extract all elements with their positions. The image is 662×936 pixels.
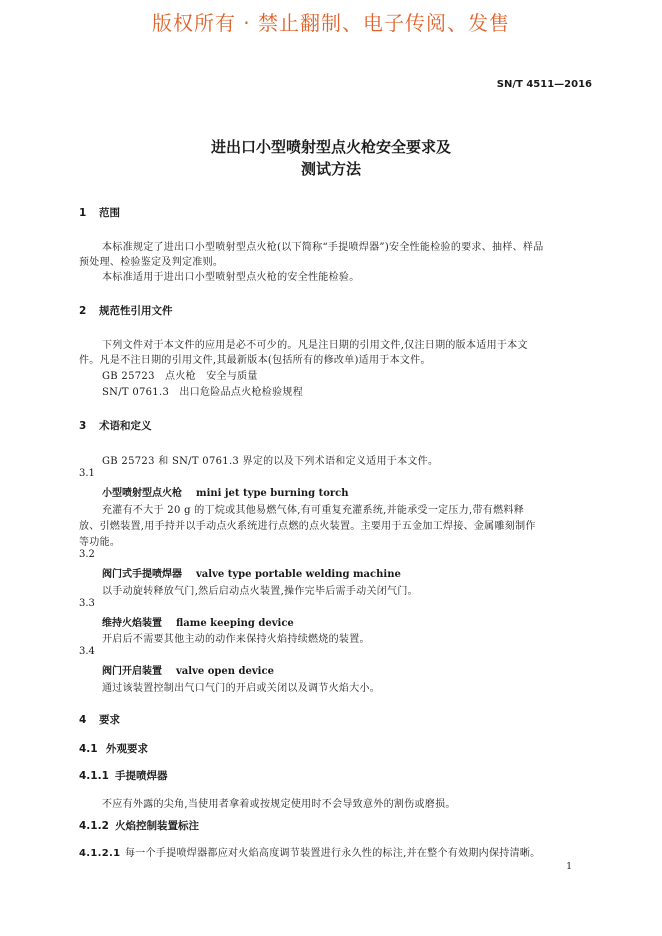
section-number: 4.1 [79, 743, 98, 755]
section-4-1-1-heading [79, 768, 168, 783]
section-4-1-2-heading [79, 818, 199, 833]
term-english: flame keeping device [176, 618, 294, 629]
section-title: 术语和定义 [99, 420, 152, 432]
page-number: 1 [566, 862, 572, 872]
term-3-4 [102, 662, 274, 677]
section-3-heading [79, 418, 152, 433]
clause-number: 4.1.2.1 [79, 848, 121, 859]
section-title: 要求 [99, 714, 120, 726]
title-line-1: 进出口小型喷射型点火枪安全要求及 [210, 138, 451, 156]
document-number: SN/T 4511—2016 [496, 79, 592, 90]
term-3-3-definition: 开启后不需要其他主动的动作来保持火焰持续燃烧的装置。 [102, 634, 370, 645]
clause-text: 每一个手提喷焊器都应对火焰高度调节装置进行永久性的标注,并在整个有效期内保持清晰。 [125, 848, 541, 859]
s2-paragraph-1a: 下列文件对于本文件的应用是必不可少的。凡是注日期的引用文件,仅注日期的版本适用于本文 [102, 340, 528, 351]
term-3-2 [102, 565, 401, 580]
section-1-heading [79, 205, 120, 220]
section-number: 4.1.2 [79, 820, 109, 832]
section-title: 外观要求 [106, 743, 148, 755]
term-english: valve open device [176, 666, 274, 677]
section-4-1-heading [79, 741, 148, 756]
term-3-1 [102, 484, 349, 499]
s1-paragraph-2: 本标准适用于进出口小型喷射型点火枪的安全性能检验。 [102, 272, 360, 283]
term-3-1-definition-1: 充灌有不大于 20 g 的丁烷或其他易燃气体,有可重复充灌系统,并能承受一定压力,带有燃料释 [102, 505, 524, 516]
term-3-2-definition: 以手动旋转释放气门,然后启动点火装置,操作完毕后需手动关闭气门。 [102, 586, 418, 597]
section-number: 3 [79, 420, 87, 432]
term-english: mini jet type burning torch [196, 488, 349, 499]
s2-reference-1: GB 25723 点火枪 安全与质量 [102, 371, 258, 382]
term-3-1-definition-3: 等功能。 [79, 537, 121, 548]
term-3-4-definition: 通过该装置控制出气口气门的开启或关闭以及调节火焰大小。 [102, 683, 381, 694]
s2-paragraph-1b: 件。凡是不注日期的引用文件,其最新版本(包括所有的修改单)适用于本文件。 [79, 355, 431, 366]
section-title: 火焰控制装置标注 [115, 820, 199, 832]
term-3-3 [102, 614, 294, 629]
section-number: 1 [79, 207, 87, 219]
term-chinese: 维持火焰装置 [102, 618, 162, 629]
term-3-2-number: 3.2 [79, 549, 95, 560]
section-2-heading [79, 303, 173, 318]
section-title: 规范性引用文件 [99, 305, 173, 317]
term-3-3-number: 3.3 [79, 598, 95, 609]
term-chinese: 小型喷射型点火枪 [102, 488, 182, 499]
term-3-1-number: 3.1 [79, 468, 95, 479]
term-3-1-definition-2: 放、引燃装置,用手持并以手动点火系统进行点燃的点火装置。主要用于五金加工焊接、金属雕刻制作 [79, 521, 536, 532]
term-chinese: 阀门开启装置 [102, 666, 162, 677]
section-title: 手提喷焊器 [115, 770, 168, 782]
s1-paragraph-1b: 预处理、检验鉴定及判定准则。 [79, 257, 224, 268]
title-line-2: 测试方法 [300, 160, 361, 178]
s4-1-1-paragraph: 不应有外露的尖角,当使用者拿着或按规定使用时不会导致意外的割伤或磨损。 [102, 799, 456, 810]
s3-intro: GB 25723 和 SN/T 0761.3 界定的以及下列术语和定义适用于本文件。 [102, 456, 439, 467]
term-english: valve type portable welding machine [196, 569, 401, 580]
section-4-heading [79, 712, 120, 727]
s2-reference-2: SN/T 0761.3 出口危险品点火枪检验规程 [102, 387, 304, 398]
term-3-4-number: 3.4 [79, 646, 95, 657]
section-number: 2 [79, 305, 87, 317]
term-chinese: 阀门式手提喷焊器 [102, 569, 182, 580]
section-number: 4 [79, 714, 87, 726]
s4-1-2-1-paragraph [79, 844, 540, 859]
s1-paragraph-1a: 本标准规定了进出口小型喷射型点火枪(以下简称“手提喷焊器”)安全性能检验的要求、抽样、样品 [102, 242, 544, 253]
section-number: 4.1.1 [79, 770, 109, 782]
copyright-banner: 版权所有 · 禁止翻制、电子传阅、发售 [151, 11, 511, 35]
section-title: 范围 [99, 207, 120, 219]
